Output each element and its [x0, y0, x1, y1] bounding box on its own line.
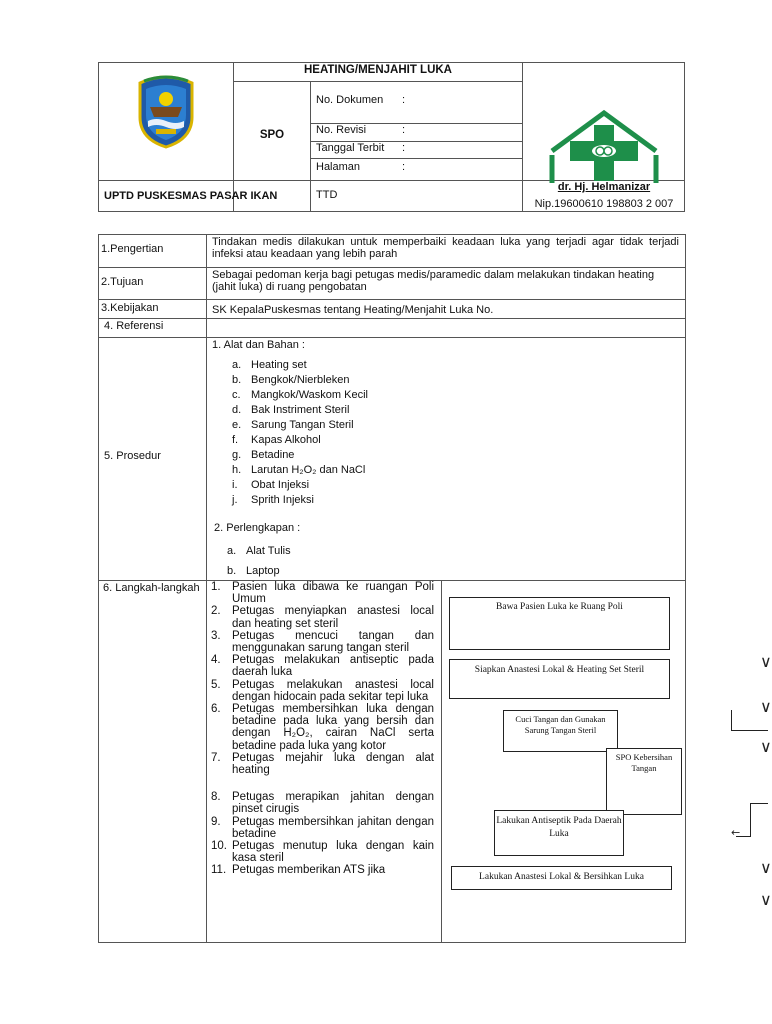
step-item [211, 816, 434, 840]
field-separator: : [402, 94, 406, 106]
step-number: 8. [211, 791, 221, 804]
list-text: Obat Injeksi [251, 479, 310, 491]
list-marker: b. [227, 564, 237, 577]
row-label-tujuan: 2.Tujuan [101, 276, 144, 288]
list-marker: e. [232, 419, 242, 431]
flow-box-siapkan-anastesi: Siapkan Anastesi Lokal & Heating Set Steril [449, 659, 670, 699]
alat-title: 1. Alat dan Bahan : [212, 339, 305, 351]
list-text: Bak Instriment Steril [251, 404, 350, 416]
flow-box-bawa-pasien: Bawa Pasien Luka ke Ruang Poli [449, 597, 670, 650]
perlengkapan-title: 2. Perlengkapan : [214, 522, 301, 534]
step-number: 3. [211, 629, 221, 642]
chevron-down-icon: ∨ [760, 652, 772, 671]
field-label: No. Dokumen [316, 94, 384, 106]
list-marker: d. [232, 404, 242, 416]
step-text: Petugas menutup luka dengan kain kasa steril [232, 840, 434, 865]
step-item [211, 630, 434, 654]
step-number: 6. [211, 703, 221, 716]
step-text: Pasien luka dibawa ke ruangan Poli Umum [232, 581, 434, 606]
step-text: Petugas memberikan ATS jika [232, 864, 386, 877]
flow-box-cuci-tangan: Cuci Tangan dan Gunakan Sarung Tangan Steril [503, 710, 618, 752]
list-marker: a. [232, 359, 242, 371]
list-text: Betadine [251, 449, 295, 461]
field-separator: : [402, 161, 406, 173]
step-number: 11. [211, 864, 227, 877]
list-text: Sprith Injeksi [251, 494, 314, 506]
flow-box-anastesi-bersihkan: Lakukan Anastesi Lokal & Bersihkan Luka [451, 866, 672, 890]
step-item [211, 581, 434, 605]
row-label-referensi: 4. Referensi [104, 320, 164, 332]
step-text: Petugas melakukan anastesi local dengan hidocain pada sekitar tepi luka [232, 678, 434, 703]
list-marker: a. [227, 545, 237, 557]
list-marker: j. [232, 494, 238, 506]
chevron-down-icon: ∨ [760, 890, 772, 909]
row-label-pengertian: 1.Pengertian [101, 243, 164, 255]
steps-list [211, 581, 434, 877]
flow-box-spo-kebersihan: SPO Kebersihan Tangan [606, 748, 682, 815]
step-text: Petugas melakukan antiseptic pada daerah luka [232, 654, 434, 679]
list-text: Laptop [246, 564, 280, 577]
step-item [211, 752, 434, 776]
ttd-label: TTD [316, 189, 338, 201]
chevron-down-icon: ∨ [760, 697, 772, 716]
list-text: Bengkok/Nierbleken [251, 374, 350, 386]
field-no-revisi: No. Revisi [316, 124, 367, 136]
list-marker: b. [232, 374, 242, 386]
list-text: Alat Tulis [246, 545, 291, 557]
list-marker: i. [232, 479, 238, 491]
field-separator: : [402, 142, 406, 154]
green-cross-logo [548, 107, 660, 185]
list-text: Larutan H₂O₂ dan NaCl [251, 464, 366, 476]
chevron-down-icon: ∨ [760, 737, 772, 756]
step-item [211, 679, 434, 703]
list-text: Sarung Tangan Steril [251, 419, 354, 431]
field-tanggal-terbit: Tanggal Terbit [316, 142, 385, 154]
list-text: Mangkok/Waskom Kecil [251, 389, 368, 401]
field-separator: : [402, 124, 406, 136]
step-item [211, 703, 434, 752]
list-marker: f. [232, 434, 239, 446]
step-item [211, 791, 434, 815]
signer-name: dr. Hj. Helmanizar [557, 181, 651, 193]
step-text: Petugas merapikan jahitan dengan pinset cirugis [232, 791, 434, 816]
step-item [211, 654, 434, 678]
row-text-tujuan: Sebagai pedoman kerja bagi petugas medis/paramedic dalam melakukan tindakan heating (jahit luka) di ruang pengobatan [212, 269, 655, 293]
step-text: Petugas mencuci tangan dan menggunakan sarung tangan steril [232, 629, 434, 655]
step-text: Petugas menyiapkan anastesi local dan heating set steril [232, 605, 434, 630]
chevron-down-icon: ∨ [760, 858, 772, 877]
list-text: Heating set [251, 359, 307, 371]
step-number: 1. [211, 581, 221, 593]
row-text-pengertian: Tindakan medis dilakukan untuk memperbaiki keadaan luka yang terjadi agar tidak terjadi infeksi atau keadaan yang lebih parah [212, 236, 679, 260]
document-title: HEATING/MENJAHIT LUKA [303, 64, 452, 76]
step-item [211, 840, 434, 864]
step-text: Petugas mejahir luka dengan alat heating [232, 751, 434, 777]
row-label-prosedur: 5. Prosedur [104, 450, 161, 462]
list-marker: c. [232, 389, 241, 401]
row-label-kebijakan: 3.Kebijakan [101, 302, 159, 314]
regency-emblem-logo [134, 73, 198, 149]
step-item [211, 605, 434, 629]
arrow-left-icon: ← [731, 826, 741, 839]
spo-label: SPO [259, 129, 285, 141]
step-number: 9. [211, 815, 221, 828]
row-text-kebijakan: SK KepalaPuskesmas tentang Heating/Menjahit Luka No. [212, 304, 494, 316]
step-number: 5. [211, 678, 221, 691]
flow-box-antiseptik: Lakukan Antiseptik Pada Daerah Luka [494, 810, 624, 856]
step-number: 4. [211, 654, 221, 667]
row-label-langkah: 6. Langkah-langkah [103, 582, 200, 594]
step-number: 2. [211, 605, 221, 618]
field-halaman: Halaman [316, 161, 361, 173]
step-text: Petugas membersihkan jahitan dengan betadine [232, 815, 434, 840]
step-number: 7. [211, 751, 221, 764]
field-no-dokumen [316, 94, 383, 106]
step-number: 10. [211, 840, 227, 853]
step-text: Petugas membersihkan luka dengan betadine pada luka yang bersih dan dengan H₂O₂, cairan NaCl serta betadine pada luka yang kotor [232, 703, 434, 752]
list-marker: h. [232, 464, 242, 476]
step-item [211, 864, 434, 876]
list-text: Kapas Alkohol [251, 434, 321, 446]
organization-name: UPTD PUSKESMAS PASAR IKAN [104, 190, 278, 202]
list-marker: g. [232, 449, 242, 461]
signer-nip: Nip.19600610 198803 2 007 [534, 198, 674, 210]
